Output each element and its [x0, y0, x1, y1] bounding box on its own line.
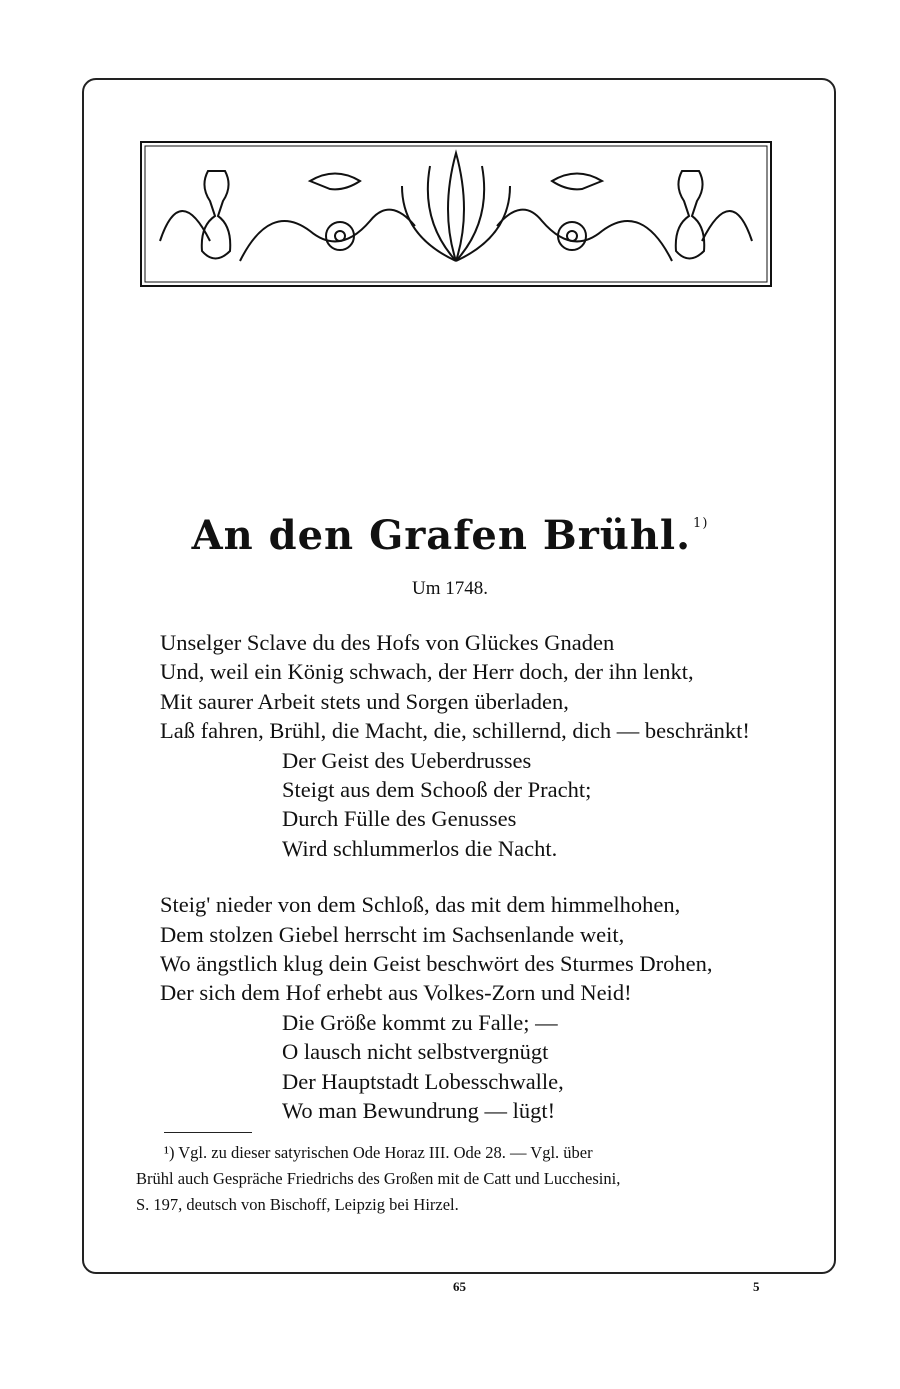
poem-line: Und, weil ein König schwach, der Herr doch, der ihn lenkt,	[160, 659, 694, 685]
poem-line: Unselger Sclave du des Hofs von Glückes Gnaden	[160, 630, 615, 655]
poem-title	[0, 512, 900, 559]
poem-line: Der Geist des Ueberdrusses	[282, 747, 532, 773]
poem-line: Der Hauptstadt Lobesschwalle,	[282, 1068, 564, 1094]
footnote-line: S. 197, deutsch von Bischoff, Leipzig bei Hirzel.	[136, 1195, 459, 1214]
poem-line: Steigt aus dem Schooß der Pracht;	[282, 777, 592, 803]
title-footnote-mark: 1)	[693, 516, 709, 531]
poem-line: Durch Fülle des Genusses	[282, 806, 517, 832]
poem-title-text: An den Grafen Brühl.	[191, 512, 692, 559]
poem-body	[160, 628, 800, 1126]
poem-line: Mit saurer Arbeit stets und Sorgen überladen,	[160, 688, 569, 714]
poem-line: O lausch nicht selbstvergnügt	[282, 1039, 549, 1065]
signature-mark: 5	[753, 1279, 760, 1294]
poem-line: Die Größe kommt zu Falle; —	[282, 1009, 558, 1035]
poem-line: Laß fahren, Brühl, die Macht, die, schillernd, dich — beschränkt!	[160, 718, 750, 744]
footnote-line: ¹) Vgl. zu dieser satyrischen Ode Horaz III. Ode 28. — Vgl. über	[164, 1143, 593, 1162]
stanza-gap	[160, 863, 800, 890]
page-number: 65	[453, 1279, 466, 1294]
poem-line: Wo man Bewundrung — lügt!	[282, 1098, 556, 1124]
poem-line: Steig' nieder von dem Schloß, das mit dem himmelhohen,	[160, 892, 681, 918]
footnote-divider	[164, 1132, 252, 1133]
stanza-1	[160, 628, 800, 863]
poem-line: Wo ängstlich klug dein Geist beschwört des Sturmes Drohen,	[160, 951, 713, 977]
footnote	[136, 1140, 776, 1218]
ornamental-header-illustration	[140, 141, 772, 287]
poem-date: Um 1748.	[412, 578, 488, 599]
stanza-2	[160, 890, 800, 1125]
poem-line: Wird schlummerlos die Nacht.	[282, 835, 558, 861]
poem-line: Der sich dem Hof erhebt aus Volkes-Zorn und Neid!	[160, 980, 632, 1006]
poem-line: Dem stolzen Giebel herrscht im Sachsenlande weit,	[160, 921, 625, 947]
footnote-line: Brühl auch Gespräche Friedrichs des Großen mit de Catt und Lucchesini,	[136, 1169, 621, 1188]
